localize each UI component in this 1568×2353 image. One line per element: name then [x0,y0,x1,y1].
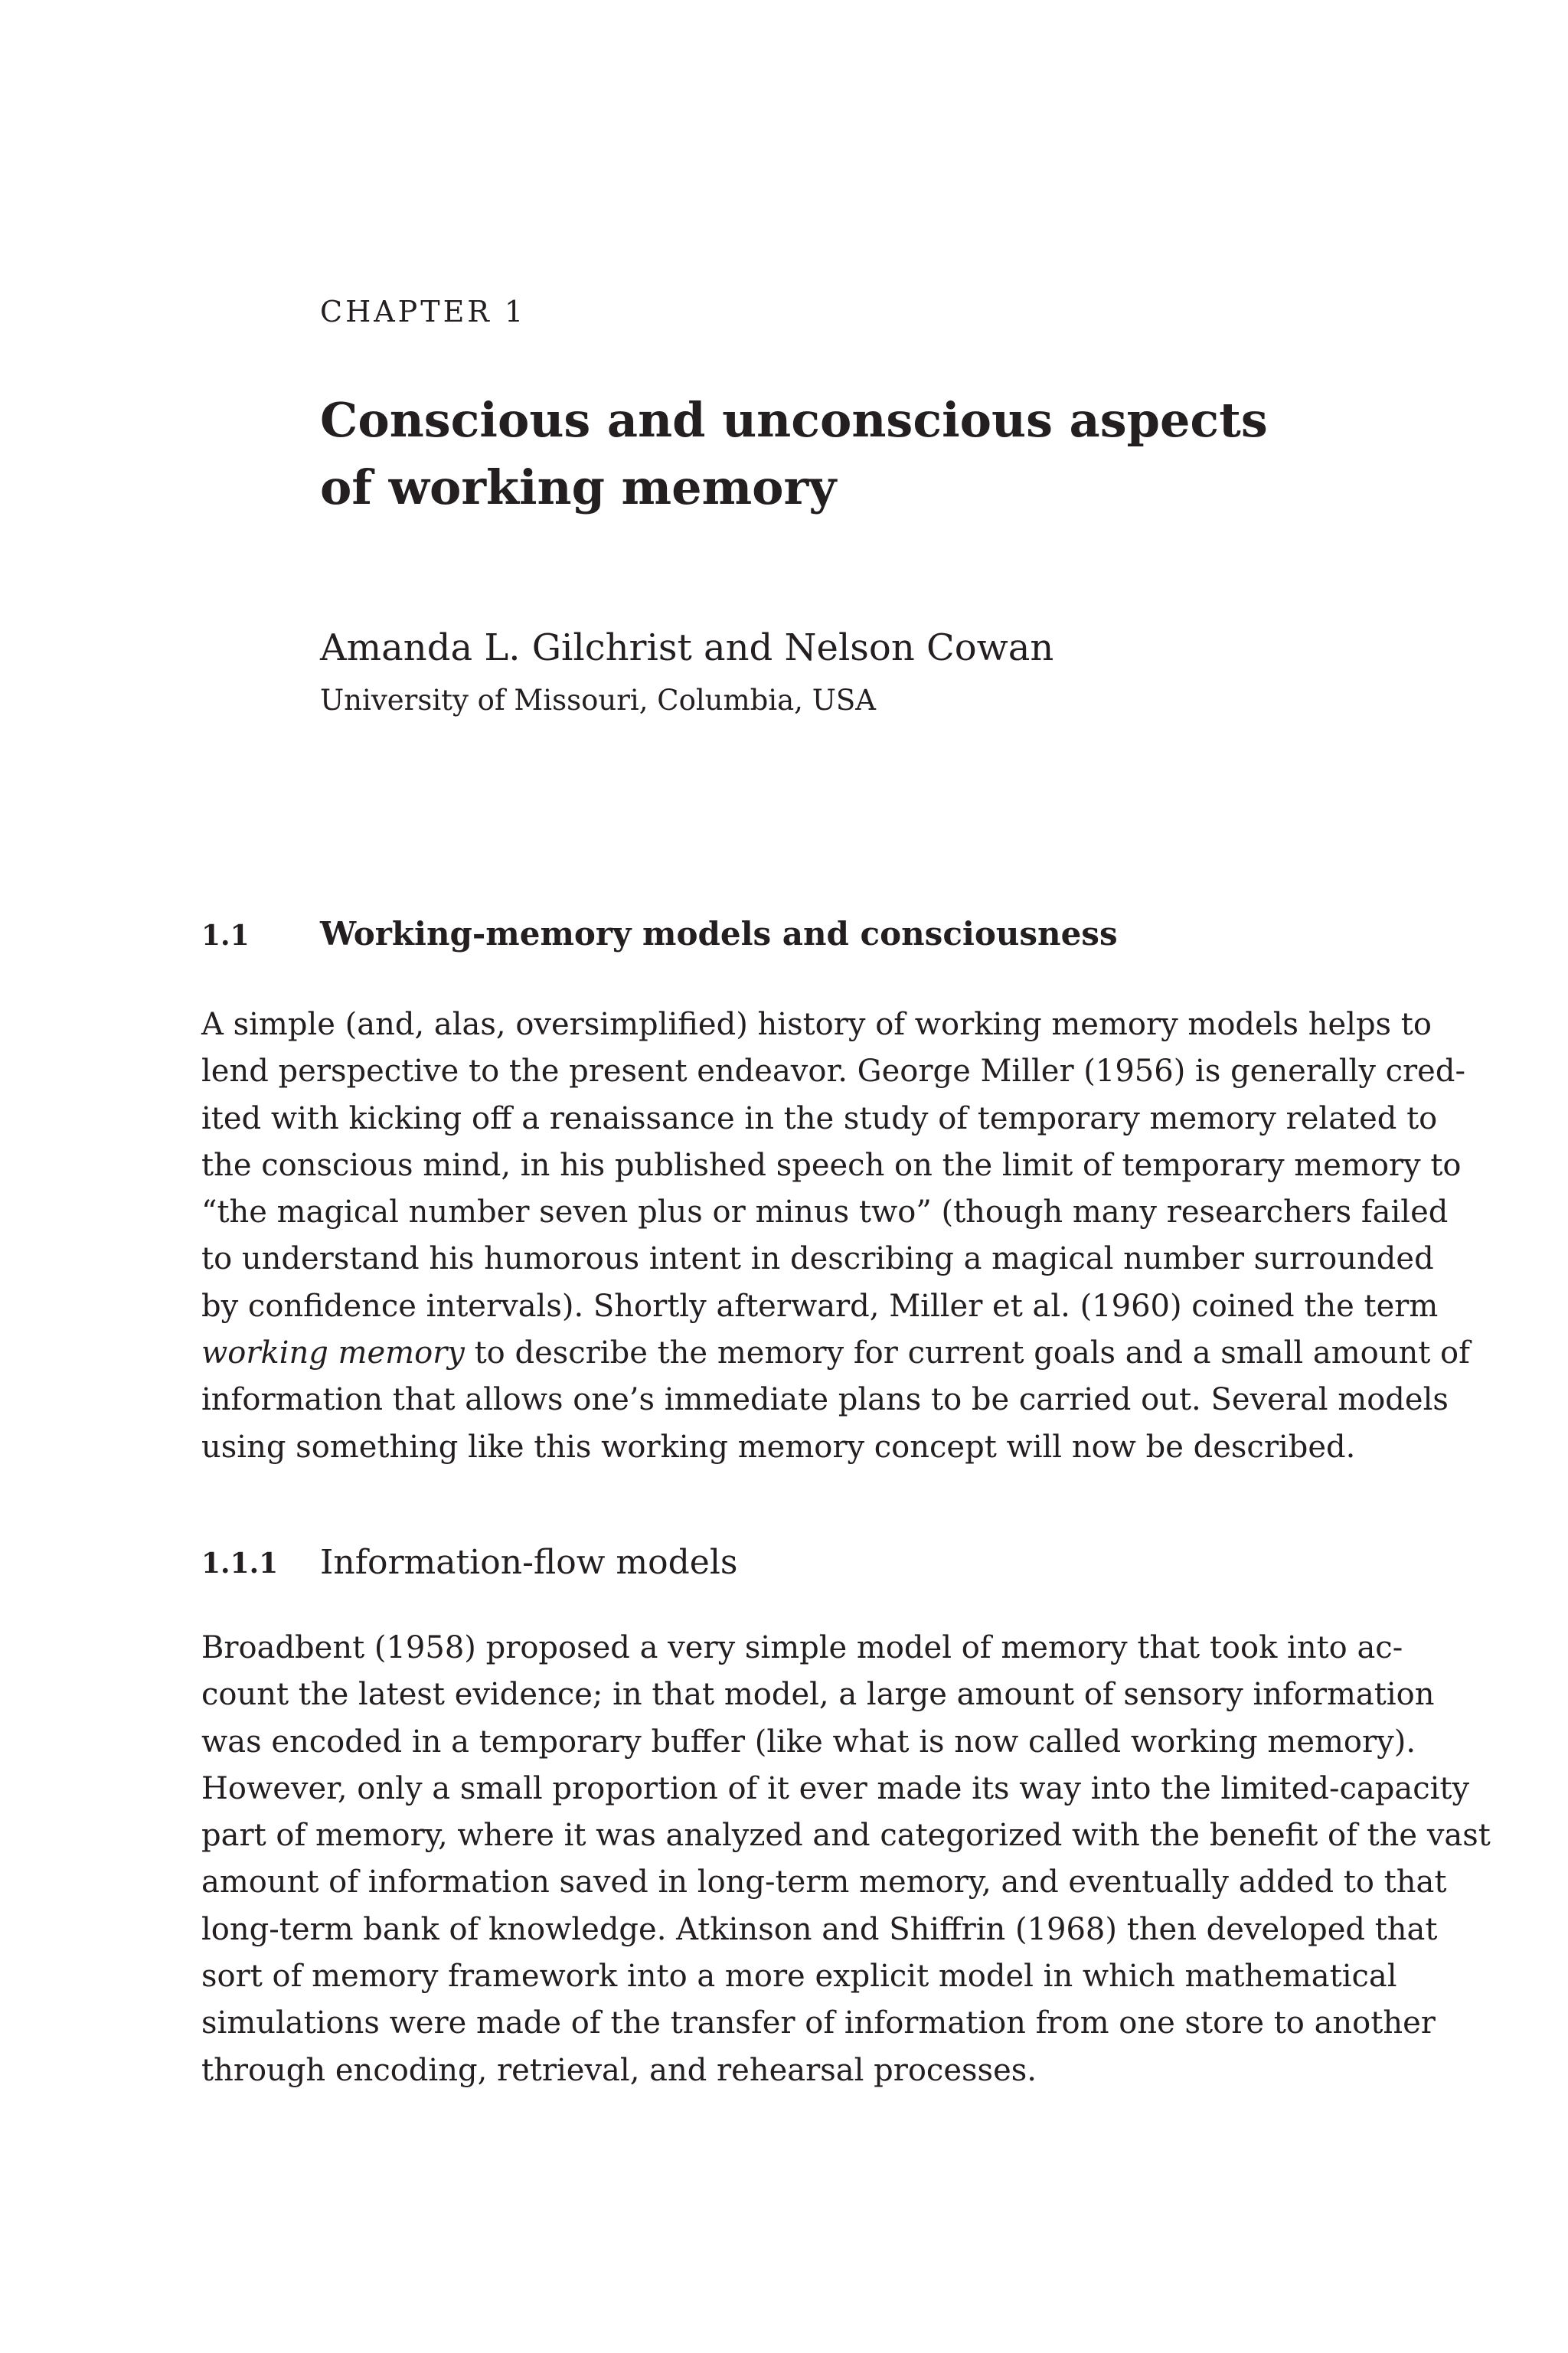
text-line: ited with kicking off a renaissance in the study of temporary memory related to [201,1100,1438,1136]
text-line: through encoding, retrieval, and rehearsal processes. [201,2052,1037,2088]
chapter-label: CHAPTER 1 [320,295,527,328]
text-line: by confidence intervals). Shortly afterward, Miller et al. (1960) coined the term [201,1288,1439,1324]
text-line: using something like this working memory concept will now be described. [201,1429,1356,1465]
text-line: count the latest evidence; in that model, a large amount of sensory information [201,1677,1435,1713]
subsection-heading [201,1543,738,1582]
chapter-title-line: Conscious and unconscious aspects [320,392,1268,448]
section-number: 1.1 [201,920,250,952]
text-line-rest: to describe the memory for current goals and a small amount of [464,1335,1470,1371]
section-heading [201,915,1118,953]
text-line: information that allows one’s immediate plans to be carried out. Several models [201,1382,1449,1418]
text-line: Broadbent (1958) proposed a very simple model of memory that took into ac- [201,1630,1403,1665]
chapter-title [320,387,1392,521]
text-line: long-term bank of knowledge. Atkinson and Shiffrin (1968) then developed that [201,1911,1438,1947]
subsection-title: Information-flow models [320,1543,738,1582]
text-line: part of memory, where it was analyzed and categorized with the benefit of the vast [201,1818,1491,1854]
text-line: A simple (and, alas, oversimplified) history of working memory models helps to [201,1007,1432,1042]
text-line: However, only a small proportion of it ever made its way into the limited-capacity [201,1770,1470,1806]
body-paragraph [201,1002,1470,1471]
text-line [201,1330,1470,1377]
text-line: “the magical number seven plus or minus two” (though many researchers failed [201,1194,1449,1230]
text-line: amount of information saved in long-term memory, and eventually added to that [201,1864,1447,1900]
italic-term: working memory [201,1335,465,1371]
authors: Amanda L. Gilchrist and Nelson Cowan [320,626,1054,669]
text-line: to understand his humorous intent in describing a magical number surrounded [201,1241,1434,1277]
affiliation: University of Missouri, Columbia, USA [320,684,876,717]
body-paragraph [201,1625,1491,2094]
text-line: sort of memory framework into a more explicit model in which mathematical [201,1959,1397,1995]
text-line: the conscious mind, in his published speech on the limit of temporary memory to [201,1147,1462,1183]
chapter-title-line: of working memory [320,459,837,515]
section-title: Working-memory models and consciousness [320,915,1118,953]
subsection-number: 1.1.1 [201,1547,279,1580]
text-line: lend perspective to the present endeavor. George Miller (1956) is generally cred- [201,1054,1465,1090]
text-line: was encoded in a temporary buffer (like what is now called working memory). [201,1724,1416,1760]
text-line: simulations were made of the transfer of information from one store to another [201,2005,1436,2041]
